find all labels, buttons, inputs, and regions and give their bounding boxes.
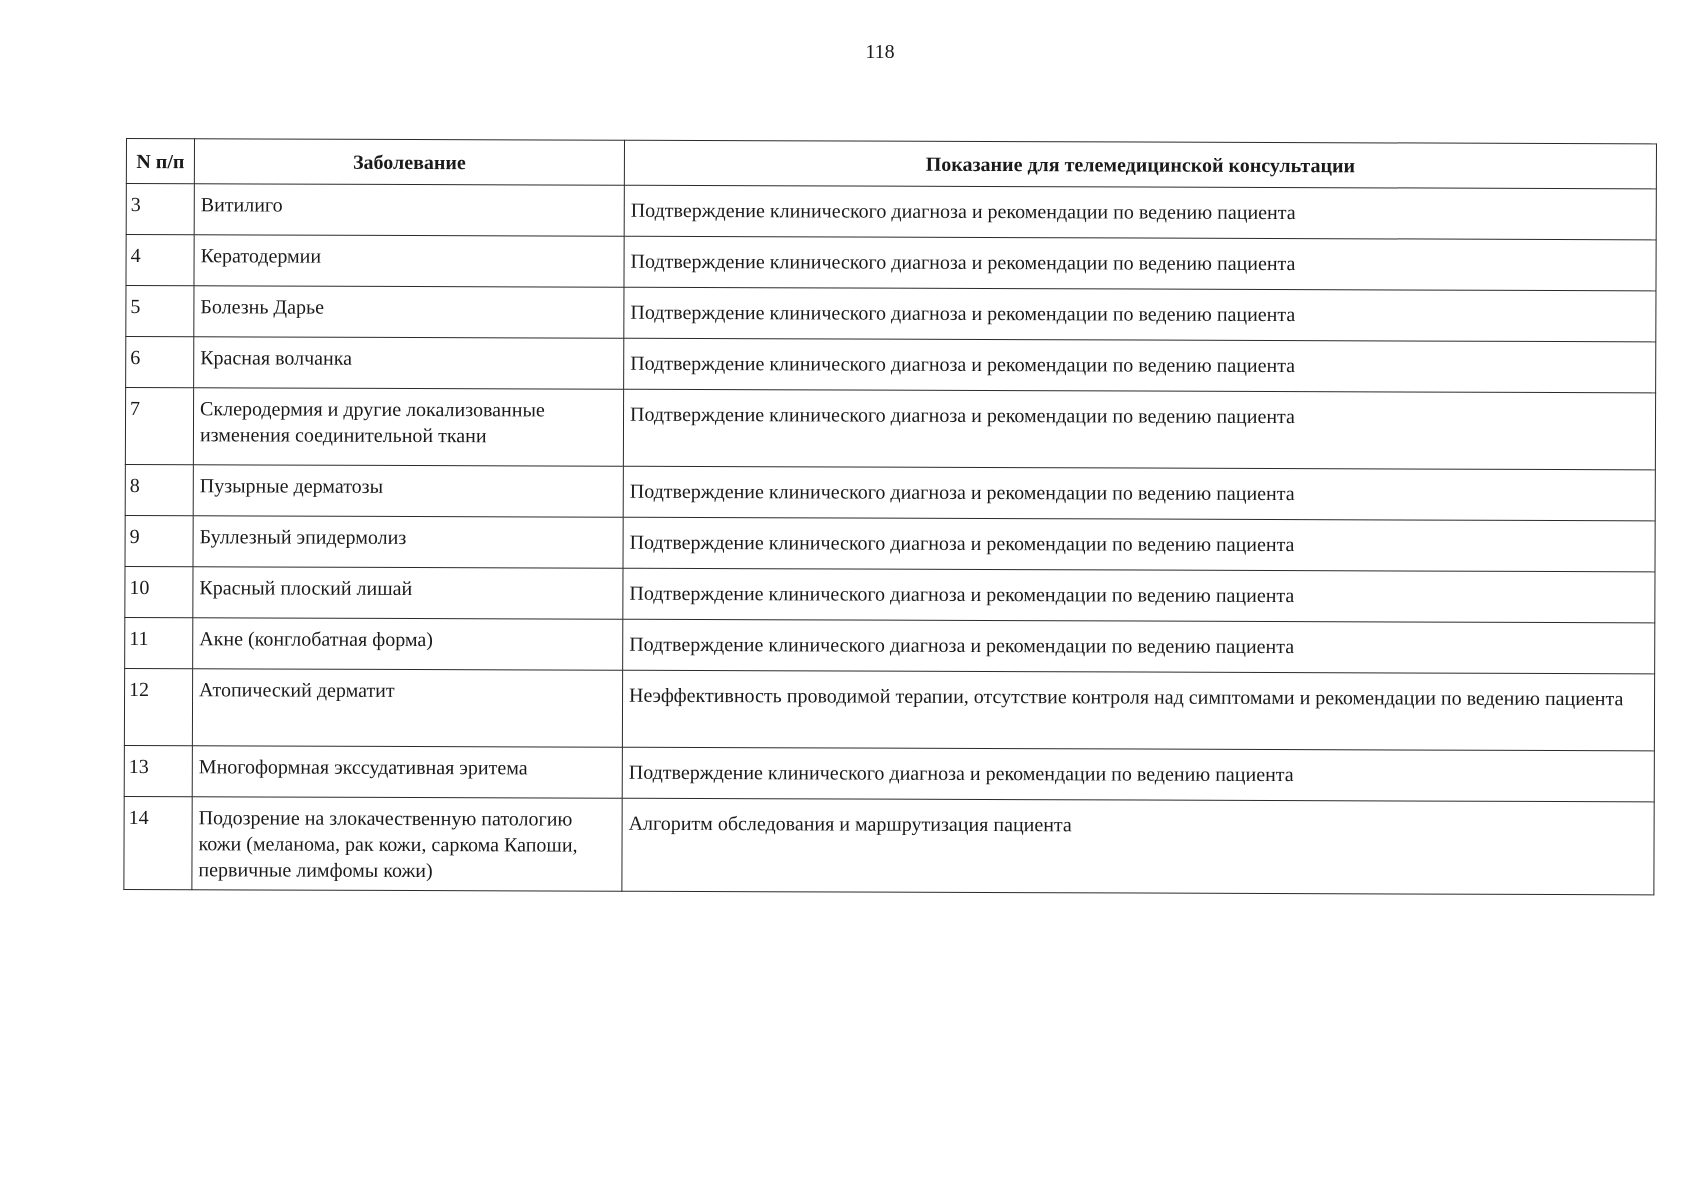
header-disease: Заболевание [194, 139, 624, 186]
row-number: 7 [125, 388, 193, 465]
table-row [124, 796, 1654, 894]
row-disease: Атопический дерматит [192, 669, 622, 748]
row-indication: Подтверждение клинического диагноза и рекомендации по ведению пациента [623, 517, 1655, 572]
row-disease: Красная волчанка [194, 337, 624, 390]
row-disease: Витилиго [194, 184, 624, 237]
row-number: 3 [126, 184, 194, 235]
table-row [126, 286, 1656, 342]
row-indication: Подтверждение клинического диагноза и рекомендации по ведению пациента [623, 389, 1655, 470]
header-indication: Показание для телемедицинской консультации [624, 140, 1656, 189]
row-indication: Подтверждение клинического диагноза и рекомендации по ведению пациента [623, 466, 1655, 521]
table-header-row [126, 139, 1656, 189]
row-number: 5 [126, 286, 194, 337]
row-indication: Неэффективность проводимой терапии, отсутствие контроля над симптомами и рекомендации по ведению пациента [622, 670, 1654, 751]
row-disease: Подозрение на злокачественную патологию кожи (меланома, рак кожи, саркома Капоши, первичные лимфомы кожи) [192, 797, 622, 892]
table-row [125, 515, 1655, 571]
row-number: 12 [124, 668, 192, 745]
telemedicine-indications-table [123, 138, 1657, 895]
row-indication: Алгоритм обследования и маршрутизация пациента [622, 798, 1654, 895]
row-disease: Кератодермии [194, 235, 624, 288]
row-disease: Буллезный эпидермолиз [193, 516, 623, 569]
row-indication: Подтверждение клинического диагноза и рекомендации по ведению пациента [623, 619, 1655, 674]
row-number: 8 [125, 464, 193, 515]
row-indication: Подтверждение клинического диагноза и рекомендации по ведению пациента [623, 568, 1655, 623]
row-disease: Акне (конглобатная форма) [193, 618, 623, 671]
row-number: 9 [125, 515, 193, 566]
row-number: 4 [126, 235, 194, 286]
header-number: N п/п [126, 139, 194, 184]
row-indication: Подтверждение клинического диагноза и рекомендации по ведению пациента [624, 287, 1656, 342]
row-disease: Многоформная экссудативная эритема [192, 746, 622, 799]
row-number: 11 [125, 617, 193, 668]
row-number: 10 [125, 566, 193, 617]
row-number: 13 [124, 745, 192, 796]
table-row [124, 745, 1654, 801]
table-row [125, 388, 1655, 470]
row-number: 14 [124, 796, 192, 889]
row-indication: Подтверждение клинического диагноза и рекомендации по ведению пациента [624, 185, 1656, 240]
table-row [125, 464, 1655, 520]
table-row [126, 184, 1656, 240]
table-row [125, 566, 1655, 622]
table-row [125, 617, 1655, 673]
row-indication: Подтверждение клинического диагноза и рекомендации по ведению пациента [622, 747, 1654, 802]
table-row [126, 235, 1656, 291]
row-number: 6 [126, 337, 194, 388]
table-row [126, 337, 1656, 393]
table-row [124, 668, 1654, 750]
row-disease: Болезнь Дарье [194, 286, 624, 339]
row-disease: Красный плоский лишай [193, 567, 623, 620]
row-disease: Склеродермия и другие локализованные изменения соединительной ткани [193, 388, 623, 467]
row-indication: Подтверждение клинического диагноза и рекомендации по ведению пациента [624, 236, 1656, 291]
row-disease: Пузырные дерматозы [193, 465, 623, 518]
page-number: 118 [865, 41, 895, 63]
row-indication: Подтверждение клинического диагноза и рекомендации по ведению пациента [624, 338, 1656, 393]
